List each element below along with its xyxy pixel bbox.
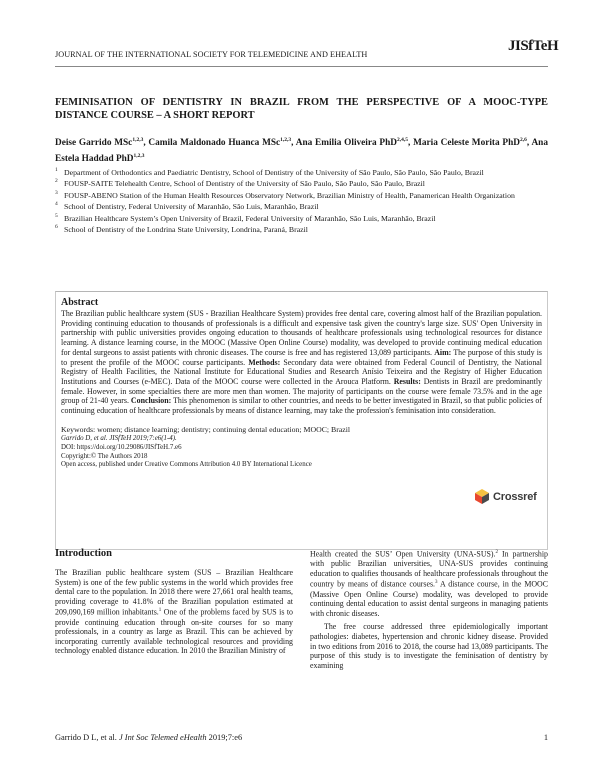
author-1: Deise Garrido MSc$^{1,2,3}$, (55, 137, 149, 149)
author-list (55, 134, 548, 166)
journal-name: JOURNAL OF THE INTERNATIONAL SOCIETY FOR TELEMEDICINE AND EHEALTH (55, 50, 368, 59)
affiliation-item: 5 Brazilian Healthcare System’s Open University of Brazil, Federal University of Maranhão, São Luis, Maranhão, Brazil (55, 212, 436, 223)
page-number: 1 (543, 733, 548, 742)
citation-block (61, 435, 461, 470)
author-2: Camila Maldonado Huanca MSc$^{1,2,3}$, (148, 137, 296, 149)
affiliation-item: 2 FOUSP-SAITE Telehealth Centre, School of Dentistry of the University of São Paulo, São Paulo, São Paulo, Brazil (55, 178, 425, 189)
crossref-badge[interactable] (475, 488, 537, 505)
author-5: Ana Estela Haddad PhD$^{1,2,3}$ (55, 138, 548, 165)
column-left (55, 545, 293, 656)
column-right (310, 548, 548, 670)
citation: Garrido D, et al. JISfTeH 2019;7:e6(1-4). (61, 435, 177, 443)
intro-paragraph-2: Health created the SUS’ Open University (UNA-SUS).$^2$ In partnership with public Brazilian universities, UNA-SUS provides continuing education to qualifies thousands of healthcare professionals throughout the country by means of distance courses.$^3$ A distance course, in the MOOC (Massive Open Online Course) modality, was developed to provide continuing dental education to assist dental surgeons in managing patients with chronic diseases. (310, 549, 548, 618)
header-divider (55, 66, 548, 67)
affiliation-item: 6 School of Dentistry of the Londrina State University, Londrina, Paraná, Brazil (55, 223, 308, 234)
author-3: Ana Emilia Oliveira PhD$^{2,4,5}$, (295, 137, 414, 149)
affiliation-item: 4 School of Dentistry, Federal University of Maranhão, São Luis, Maranhão, Brazil (55, 201, 319, 212)
affiliation-list (55, 168, 548, 236)
intro-paragraph-1: The Brazilian public healthcare system (SUS – Brazilian Healthcare System) is one of the few public systems in the world which provides free dental care to the population. In 2018 there were 27,661 oral health teams, providing coverage to 41.8% of the Brazilian population estimated at 209,090,169 million inhabitants.$^1$ One of the problems faced by SUS is to provide continuing education through on-site courses for so many professionals, in a country as large as Brazil. This can be achieved by incorporating currently available technological resources and providing technology enabled distance education. In 2010 the Brazilian Ministry of (55, 568, 294, 656)
crossref-label: Crossref (493, 490, 537, 503)
abstract-text: The Brazilian public healthcare system (SUS - Brazilian Healthcare System) provides free dental care, covering almost half of the Brazilian population. Providing continuing education to thousands of professionals is a difficult and expensive task given the country's large size. SUS' Open University in partnership with public universities provides ongoing education to thousands of healthcare professionals using technological resources for distance learning. A distance learning course, in the MOOC (Massive Open Online Course) modality, was developed to provide continuing medical education for dental surgeons to assist patients with chronic diseases. The course is free and has registered 13,089 participants. Aim: The purpose of this study is to present the profile of the MOOC course participants. Methods: Secondary data were obtained from Federal Council of Dentistry, the National Registry of Health Facilities, the National Institute for Educational Studies and Research Anísio Teixeira and the Registry of Higher Education Institutions and Courses (e-MEC). Data of the MOOC course were collected in the Arouca Platform. Results: Dentists in Brazil are predominantly female. However, in some specialties there are more men than women. The majority of participants on the course were female 73.5% and in the age group of 21-40 years. Conclusion: This phenomenon is similar to other countries, and needs to be better investigated in Brazil, so that public policies of continuing education of healthcare professionals by means of distance learning, may take the profession's feminisation into consideration. (61, 309, 543, 416)
affiliation-item: 1 Department of Orthodontics and Paediatric Dentistry, School of Dentistry of the University of São Paulo, São Paulo, São Paulo, Brazil (55, 167, 484, 177)
copyright: Copyright:© The Authors 2018 (61, 452, 148, 460)
abstract-heading: Abstract (61, 297, 99, 308)
doi-link[interactable]: DOI: https://doi.org/10.29086/JISfTeH.7.e6 (61, 443, 182, 451)
license: Open access, published under Creative Commons Attribution 4.0 BY International Licence (61, 461, 312, 469)
introduction-heading: Introduction (55, 548, 112, 559)
abstract-box (55, 291, 548, 550)
keywords: Keywords: women; distance learning; dentistry; continuing dental education; MOOC; Brazil (61, 424, 351, 434)
author-4: Maria Celeste Morita PhD$^{2,6}$, (413, 137, 532, 149)
paper-title: FEMINISATION OF DENTISTRY IN BRAZIL FROM THE PERSPECTIVE OF A MOOC-TYPE DISTANCE COURSE – A SHORT REPORT (55, 97, 548, 121)
footer-citation: Garrido D L, et al. J Int Soc Telemed eHealth 2019;7:e6 (55, 733, 243, 742)
intro-paragraph-3: The free course addressed three epidemiologically important pathologies: diabetes, hypertension and chronic kidney disease. Provided in two editions from 2016 to 2018, the course had 13,089 participants. The purpose of this study is to investigate the feminisation of dentistry by examining (310, 622, 548, 670)
crossref-icon (475, 488, 489, 505)
page-footer (55, 733, 548, 742)
affiliation-item: 3 FOUSP-ABENO Station of the Human Health Resources Observatory Network, Brazilian Ministry of Health, Panamerican Health Organization (55, 189, 515, 200)
journal-logo: JISfTeH (508, 38, 559, 54)
